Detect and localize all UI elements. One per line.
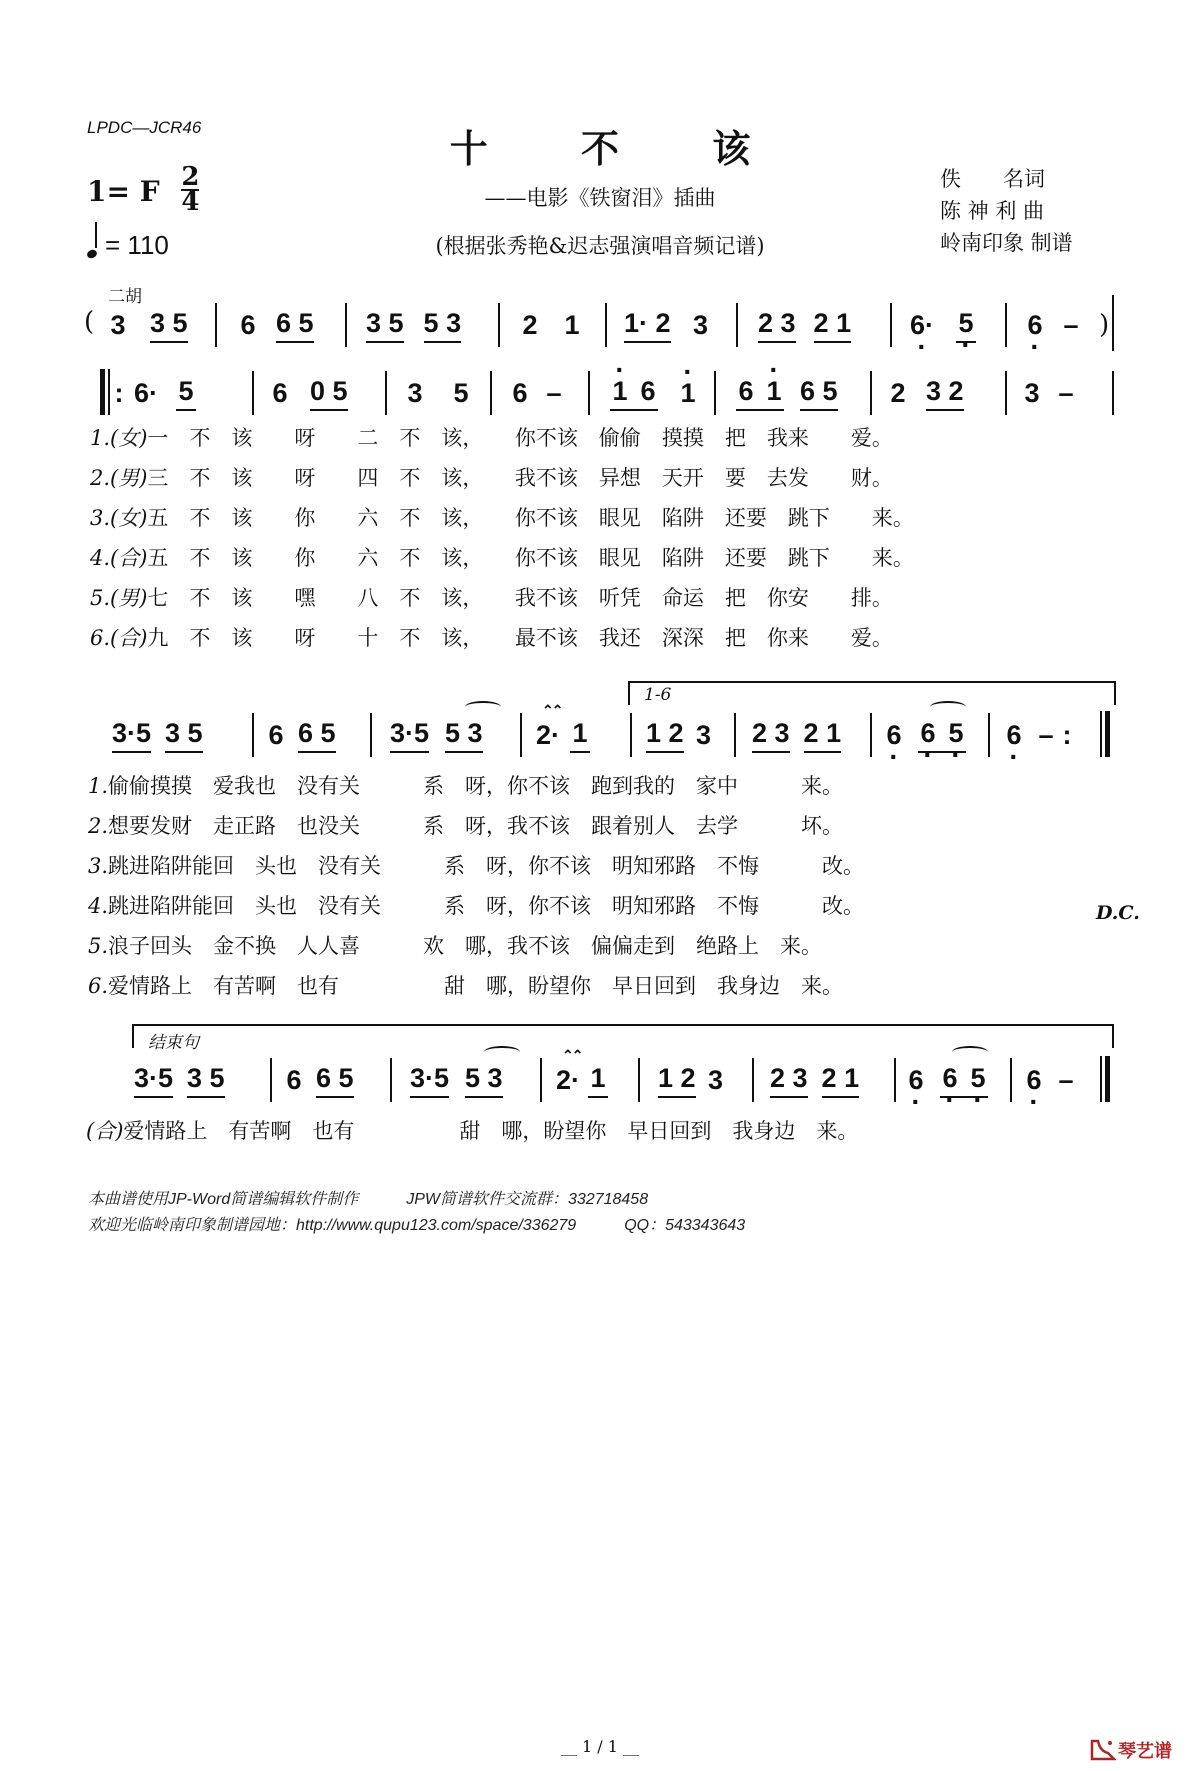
note-group	[736, 376, 784, 411]
note: 6	[286, 1064, 302, 1095]
note: 5 ·	[968, 1063, 988, 1094]
note-group	[187, 1063, 225, 1098]
note-group	[316, 1063, 354, 1098]
song-subtitle: ——电影《铁窗泪》插曲	[484, 186, 716, 210]
score-code: LPDC—JCR46	[87, 118, 202, 137]
barline	[540, 1058, 542, 1102]
verse-number: 4.	[88, 894, 109, 918]
note: 3·5	[410, 1062, 450, 1093]
coda-label: 结束句	[148, 1033, 199, 1052]
lyric-line-b-4	[88, 890, 864, 920]
note: –	[1038, 719, 1054, 750]
note-group	[366, 308, 404, 343]
quarter-note-icon	[86, 248, 98, 259]
verse-number: 6.	[88, 974, 109, 998]
barline	[490, 371, 492, 415]
note: 6· ·	[910, 310, 934, 341]
coda-measure-3	[404, 1050, 509, 1110]
section-a-measure-2	[270, 363, 354, 423]
note: 6 ·	[884, 720, 904, 751]
note: 3·5	[112, 717, 152, 748]
verse-number: 3.	[88, 854, 109, 878]
lyric-line-a-3	[90, 502, 914, 532]
note: 3	[1024, 377, 1040, 408]
time-sig-top: 2	[181, 162, 200, 192]
composer-credit: 陈 神 利 曲	[940, 199, 1045, 223]
barline	[890, 303, 892, 347]
credits	[940, 163, 1073, 259]
note: 5 ·	[956, 308, 976, 339]
section-b-measure-1	[106, 705, 209, 765]
section-b-measure-7	[884, 705, 972, 765]
note: · 1	[764, 376, 784, 407]
note-group	[610, 376, 658, 411]
verse-number: 4.(合)	[90, 546, 148, 570]
final-bar-thin	[1100, 1056, 1102, 1102]
note-group	[150, 308, 188, 343]
lyric-text: 九 不 该 呀 十 不 该， 最不该 我还 深深 把 你来 爱。	[147, 626, 893, 650]
section-b-measure-5	[640, 705, 714, 765]
note: 6 ·	[1025, 310, 1045, 341]
logo-text: 琴艺谱	[1118, 1741, 1172, 1761]
note: 2 1	[803, 717, 842, 748]
note-group	[176, 376, 196, 411]
note: 3 2	[926, 375, 964, 406]
note: 6	[512, 377, 528, 408]
lyric-line-a-4	[90, 542, 914, 572]
note-group	[918, 718, 966, 753]
lyric-text: 爱情路上 有苦啊 也有 甜 哪，盼望你 早日回到 我身边 来。	[108, 974, 844, 998]
verse-number: 5.	[88, 934, 109, 958]
note: 1	[564, 309, 580, 340]
barline	[520, 713, 522, 757]
note: 6 ·	[918, 718, 938, 749]
note-group	[465, 1063, 503, 1098]
note-group	[410, 1063, 449, 1098]
note-group	[134, 1063, 173, 1098]
tempo-marking	[87, 228, 169, 261]
quarter-note-stem	[95, 222, 97, 248]
note-group	[658, 1063, 696, 1098]
note: –	[546, 377, 562, 408]
section-b-measure-2	[266, 705, 342, 765]
barline	[215, 303, 217, 347]
page-number: __ 1 / 1 __	[560, 1737, 640, 1756]
note: 2·	[536, 719, 561, 750]
note: 5	[453, 377, 469, 408]
verse-number: 6.(合)	[90, 626, 148, 650]
lyric-line-b-1	[88, 770, 843, 800]
note: –	[1058, 377, 1074, 408]
note-group	[424, 308, 462, 343]
time-signature	[181, 162, 200, 217]
note: 2 1	[813, 307, 852, 338]
coda-bracket	[132, 1024, 1114, 1052]
transcription-source: (根据张秀艳&迟志强演唱音频记谱)	[435, 234, 765, 258]
note-group	[814, 308, 852, 343]
barline-end	[1112, 295, 1114, 351]
note: 6 ·	[1004, 720, 1024, 751]
repeat-end-dots: :	[1062, 719, 1072, 750]
note-group	[758, 308, 796, 343]
barline	[390, 1058, 392, 1102]
note: 1 2	[646, 717, 684, 748]
coda-measure-2	[284, 1050, 360, 1110]
repeat-end-thin	[1100, 711, 1102, 757]
section-a-measure-5	[604, 363, 698, 423]
note: 2 3	[758, 307, 796, 338]
da-capo-mark: D.C.	[1096, 902, 1140, 924]
transcriber-credit: 岭南印象 制谱	[940, 231, 1073, 255]
volta-bracket	[628, 681, 1116, 705]
barline	[605, 303, 607, 347]
lyric-text: 七 不 该 嘿 八 不 该， 我不该 听凭 命运 把 你安 排。	[147, 586, 893, 610]
barline	[734, 713, 736, 757]
lyricist-credit: 佚 名词	[940, 167, 1045, 191]
note: 1 2	[658, 1062, 696, 1093]
lyric-text: 爱情路上 有苦啊 也有 甜 哪，盼望你 早日回到 我身边 来。	[123, 1119, 859, 1143]
barline	[870, 713, 872, 757]
note: 2 3	[752, 717, 790, 748]
note-group	[310, 376, 348, 411]
note: 3 5	[187, 1062, 225, 1093]
note: 3	[110, 309, 126, 340]
verse-number: (合)	[86, 1119, 124, 1143]
lyric-line-a-5	[90, 582, 893, 612]
note-group	[624, 308, 671, 343]
lyric-line-a-1	[90, 422, 893, 452]
barline	[1005, 371, 1007, 415]
lyric-text: 浪子回头 金不换 人人喜 欢 哪，我不该 偏偏走到 绝路上 来。	[108, 934, 823, 958]
intro-measure-7	[910, 295, 982, 355]
barline	[345, 303, 347, 347]
lyric-line-a-2	[90, 462, 893, 492]
verse-number: 2.	[88, 814, 109, 838]
note: 3	[407, 377, 423, 408]
lyric-line-b-6	[88, 970, 843, 1000]
key-signature	[87, 162, 200, 217]
note: 3 5	[366, 307, 404, 338]
barline	[1010, 1058, 1012, 1102]
note: 2	[522, 309, 538, 340]
barline	[736, 303, 738, 347]
barline	[252, 371, 254, 415]
note-group	[804, 718, 842, 753]
section-a-measure-1	[114, 363, 202, 423]
coda-measure-1	[128, 1050, 231, 1110]
verse-number: 1.(女)	[90, 426, 148, 450]
lyric-text: 三 不 该 呀 四 不 该， 我不该 异想 天开 要 去发 财。	[147, 466, 893, 490]
lyric-text: 偷偷摸摸 爱我也 没有关 系 呀，你不该 跑到我的 家中 来。	[108, 774, 844, 798]
mordent-icon: ⌃⌃	[562, 1049, 582, 1064]
note: 2 1	[821, 1062, 860, 1093]
note: 1	[572, 717, 588, 748]
note-group	[390, 718, 429, 753]
barline	[270, 1058, 272, 1102]
barline	[638, 1058, 640, 1102]
note-group	[940, 1063, 988, 1098]
lyric-text: 想要发财 走正路 也没关 系 呀，我不该 跟着别人 去学 坏。	[108, 814, 844, 838]
note: 5 3	[423, 307, 462, 338]
repeat-start-thin	[108, 369, 110, 415]
qinyipu-logo	[1090, 1737, 1172, 1763]
note: 6 ·	[906, 1065, 926, 1096]
lyric-text: 跳进陷阱能回 头也 没有关 系 呀，你不该 明知邪路 不悔 改。	[108, 894, 865, 918]
note: 1· 2	[624, 307, 671, 338]
software-credit: 本曲谱使用JP-Word简谱编辑软件制作 JPW简谱软件交流群：332718458	[88, 1191, 649, 1208]
intro-measure-4	[520, 295, 582, 355]
note: 5 3	[465, 1062, 503, 1093]
lyric-text: 跳进陷阱能回 头也 没有关 系 呀，你不该 明知邪路 不悔 改。	[108, 854, 865, 878]
note: 3 5	[150, 307, 188, 338]
verse-number: 2.(男)	[90, 466, 148, 490]
coda-measure-5	[652, 1050, 726, 1110]
intro-measure-6	[752, 295, 857, 355]
note: 6	[268, 719, 284, 750]
note: 1	[590, 1062, 606, 1093]
barline	[630, 713, 632, 757]
note-group	[752, 718, 790, 753]
note: 3 5	[165, 717, 203, 748]
section-b-measure-6	[746, 705, 847, 765]
note-group	[445, 718, 483, 753]
coda-measure-8	[1024, 1050, 1076, 1110]
website-credit: 欢迎光临岭南印象制谱园地：http://www.qupu123.com/space/336279 QQ：543343643	[88, 1217, 746, 1234]
verse-number: 5.(男)	[90, 586, 148, 610]
note: –	[1058, 1064, 1074, 1095]
note: 0 5	[310, 375, 348, 406]
barline	[1112, 371, 1114, 415]
intro-close-paren: )	[1099, 310, 1110, 340]
intro-measure-8	[1025, 295, 1109, 355]
intro-staff	[0, 295, 1200, 355]
section-b-staff	[0, 705, 1200, 765]
section-b-measure-8	[1004, 705, 1072, 765]
key-label: 1= F	[87, 175, 160, 208]
note: 2·	[556, 1064, 581, 1095]
verse-number: 1.	[88, 774, 109, 798]
coda-measure-6	[764, 1050, 865, 1110]
barline	[370, 713, 372, 757]
note: 6 ·	[940, 1063, 960, 1094]
note: 6	[640, 375, 656, 406]
lyric-text: 五 不 该 你 六 不 该， 你不该 眼见 陷阱 还要 跳下 来。	[147, 506, 914, 530]
barline	[714, 371, 716, 415]
note: 3·5	[390, 717, 430, 748]
note: 6 5	[800, 375, 838, 406]
lyric-text: 五 不 该 你 六 不 该， 你不该 眼见 陷阱 还要 跳下 来。	[147, 546, 914, 570]
note: 3·5	[134, 1062, 174, 1093]
barline	[1005, 303, 1007, 347]
note: 2	[890, 377, 906, 408]
intro-open-paren: (	[84, 307, 95, 337]
note: 3	[708, 1064, 724, 1095]
note: 6 5	[276, 307, 314, 338]
note: 6	[738, 375, 754, 406]
barline	[870, 371, 872, 415]
barline	[752, 1058, 754, 1102]
note: 6 ·	[1024, 1065, 1044, 1096]
lyric-text: 一 不 该 呀 二 不 该， 你不该 偷偷 摸摸 把 我来 爱。	[147, 426, 893, 450]
note: 3	[696, 719, 712, 750]
note-group	[646, 718, 684, 753]
instrument-label: 二胡	[108, 287, 142, 306]
note-group	[770, 1063, 808, 1098]
section-a-measure-7	[888, 363, 970, 423]
lyric-line-coda	[86, 1115, 858, 1145]
note-group	[570, 718, 590, 753]
note-group	[822, 1063, 860, 1098]
barline	[385, 371, 387, 415]
section-b-measure-3	[384, 705, 489, 765]
section-a-measure-6	[730, 363, 844, 423]
lyric-line-b-3	[88, 850, 864, 880]
note-group	[926, 376, 964, 411]
intro-measure-2	[238, 295, 320, 355]
barline	[988, 713, 990, 757]
repeat-end-bar	[1105, 711, 1110, 757]
barline	[588, 371, 590, 415]
lyric-line-b-2	[88, 810, 843, 840]
note-group	[112, 718, 151, 753]
note: 5 3	[445, 717, 483, 748]
repeat-start-bar	[100, 369, 105, 415]
note: –	[1063, 309, 1079, 340]
piano-logo-icon	[1090, 1739, 1116, 1761]
note: 6 5	[316, 1062, 354, 1093]
volta-label: 1-6	[644, 685, 672, 705]
section-a-measure-3	[405, 363, 471, 423]
note: · 1	[678, 378, 698, 409]
note: 6	[272, 377, 288, 408]
note-group	[298, 718, 336, 753]
song-title: 十 不 该	[449, 126, 791, 171]
note: 6 5	[298, 717, 336, 748]
coda-measure-4	[556, 1050, 614, 1110]
intro-measure-1	[108, 295, 194, 355]
note-group	[165, 718, 203, 753]
note: · 1	[610, 376, 630, 407]
tempo-value: = 110	[105, 230, 169, 260]
note: 6·	[134, 377, 159, 408]
note: 5 ·	[946, 718, 966, 749]
lyric-line-a-6	[90, 622, 893, 652]
note: 2 3	[770, 1062, 808, 1093]
intro-measure-3	[360, 295, 467, 355]
time-sig-bottom: 4	[181, 187, 200, 217]
coda-measure-7	[906, 1050, 994, 1110]
verse-number: 3.(女)	[90, 506, 148, 530]
note: 6	[240, 309, 256, 340]
repeat-dots: :	[114, 377, 124, 408]
note-group	[276, 308, 314, 343]
mordent-icon: ⌃⌃	[542, 704, 562, 719]
barline	[894, 1058, 896, 1102]
section-a-measure-4	[510, 363, 564, 423]
coda-staff	[0, 1050, 1200, 1110]
note: 3	[693, 309, 709, 340]
lyric-line-b-5	[88, 930, 822, 960]
barline	[498, 303, 500, 347]
note-group	[800, 376, 838, 411]
barline	[252, 713, 254, 757]
note-group	[956, 308, 976, 343]
note: 5	[178, 375, 194, 406]
section-a-measure-8	[1022, 363, 1076, 423]
intro-measure-5	[618, 295, 711, 355]
section-a-staff	[0, 363, 1200, 423]
note-group	[588, 1063, 608, 1098]
section-b-measure-4	[536, 705, 596, 765]
final-bar-thick	[1105, 1056, 1110, 1102]
